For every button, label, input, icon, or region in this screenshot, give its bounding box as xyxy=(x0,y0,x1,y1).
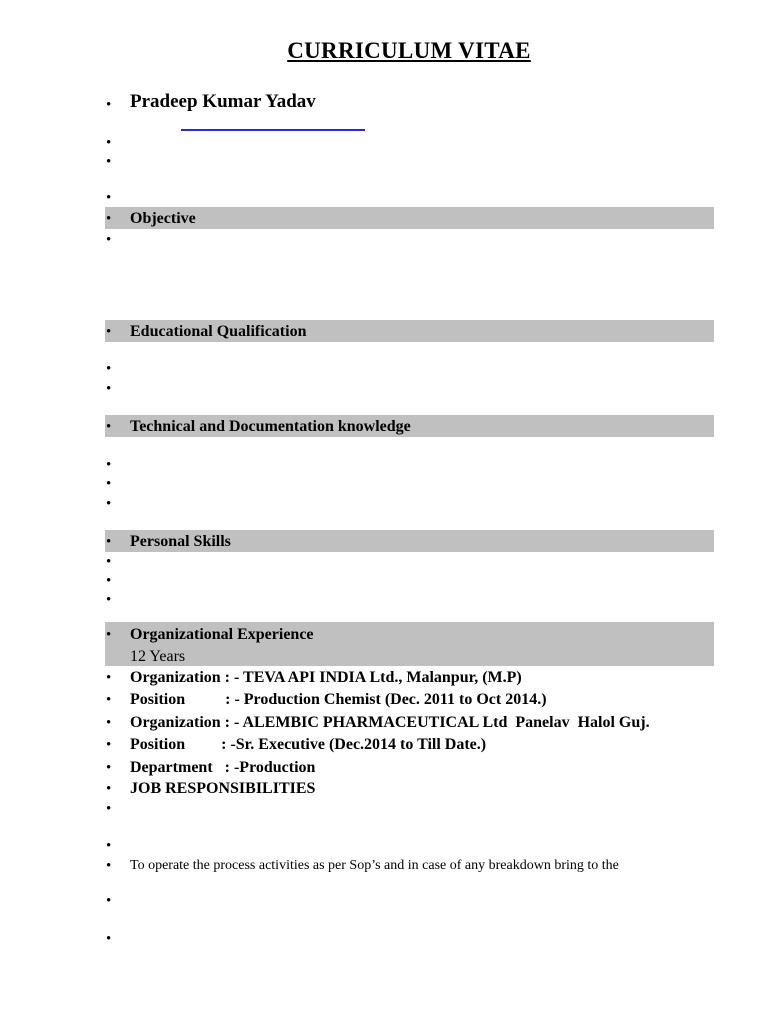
experience-line: Position : -Sr. Executive (Dec.2014 to Till Date.) xyxy=(130,736,487,753)
experience-line: Organization : - TEVA API INDIA Ltd., Malanpur, (M.P) xyxy=(130,669,522,686)
section-heading-education: Educational Qualification xyxy=(130,323,307,340)
bullet: • xyxy=(106,232,112,248)
bullet: • xyxy=(106,135,112,151)
cv-title: CURRICULUM VITAE xyxy=(287,38,531,63)
experience-line: Organization : - ALEMBIC PHARMACEUTICAL Ltd Panelav Halol Guj. xyxy=(130,714,650,731)
section-heading-personal: Personal Skills xyxy=(130,533,231,550)
section-heading-objective: Objective xyxy=(130,210,196,227)
bullet: • xyxy=(106,496,112,512)
bullet: • xyxy=(106,97,112,113)
bullet: • xyxy=(106,554,112,570)
bullet: • xyxy=(106,324,112,340)
experience-line: Position : - Production Chemist (Dec. 2011 to Oct 2014.) xyxy=(130,691,547,708)
bullet: • xyxy=(106,361,112,377)
bullet: • xyxy=(106,211,112,227)
job-responsibilities-heading: JOB RESPONSIBILITIES xyxy=(130,780,316,797)
bullet: • xyxy=(106,457,112,473)
bullet: • xyxy=(106,381,112,397)
bullet: • xyxy=(106,931,112,947)
bullet: • xyxy=(106,737,112,753)
bullet: • xyxy=(106,893,112,909)
bullet: • xyxy=(106,801,112,817)
responsibility-item: To operate the process activities as per Sop’s and in case of any breakdown bring to the xyxy=(130,858,619,873)
email-link-underline[interactable] xyxy=(181,129,365,131)
bullet: • xyxy=(106,573,112,589)
bullet: • xyxy=(106,419,112,435)
bullet: • xyxy=(106,760,112,776)
bullet: • xyxy=(106,692,112,708)
experience-years: 12 Years xyxy=(130,648,186,665)
bullet: • xyxy=(106,715,112,731)
section-heading-technical: Technical and Documentation knowledge xyxy=(130,418,411,435)
bullet: • xyxy=(106,838,112,854)
bullet: • xyxy=(106,190,112,206)
bullet: • xyxy=(106,670,112,686)
experience-line: Department : -Production xyxy=(130,759,316,776)
bullet: • xyxy=(106,592,112,608)
section-heading-experience: Organizational Experience xyxy=(130,626,314,643)
bullet: • xyxy=(106,627,112,643)
bullet: • xyxy=(106,154,112,170)
bullet: • xyxy=(106,476,112,492)
bullet: • xyxy=(106,781,112,797)
candidate-name: Pradeep Kumar Yadav xyxy=(130,91,316,112)
bullet: • xyxy=(106,858,112,874)
section-band-objective xyxy=(105,207,714,229)
bullet: • xyxy=(106,534,112,550)
